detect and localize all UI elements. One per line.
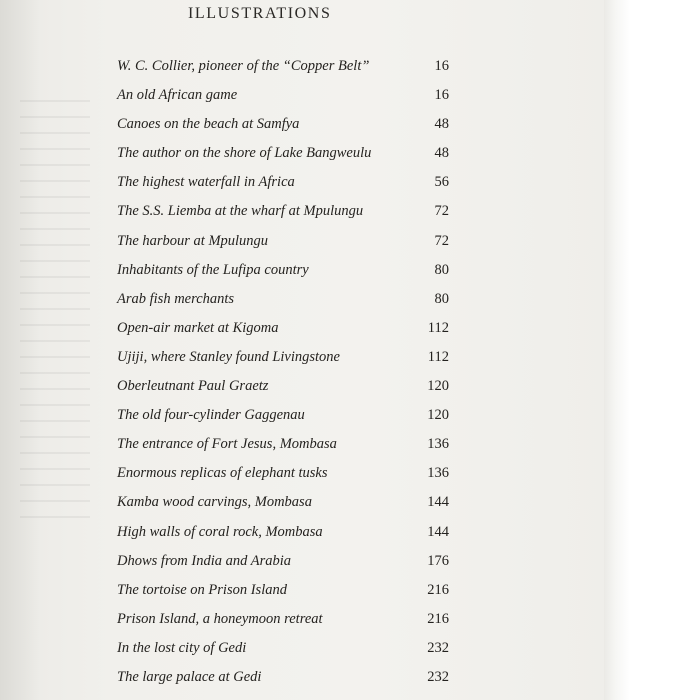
list-item bbox=[0, 494, 612, 523]
page-number: 232 bbox=[427, 668, 449, 685]
illustration-caption: The harbour at Mpulungu bbox=[117, 232, 269, 249]
list-item bbox=[0, 524, 612, 553]
illustration-caption: Oberleutnant Paul Graetz bbox=[117, 378, 269, 395]
list-item bbox=[0, 174, 612, 203]
illustration-caption: The entrance of Fort Jesus, Mombasa bbox=[117, 436, 337, 453]
list-item bbox=[0, 465, 612, 494]
page-number: 136 bbox=[427, 465, 449, 482]
illustration-caption: Ujiji, where Stanley found Livingstone bbox=[117, 348, 340, 365]
list-item bbox=[0, 611, 612, 640]
page-number: 144 bbox=[427, 494, 449, 511]
list-item bbox=[0, 116, 612, 145]
illustration-caption: The author on the shore of Lake Bangweulu bbox=[117, 145, 372, 162]
page-number: 48 bbox=[434, 116, 449, 133]
page-number: 136 bbox=[427, 436, 449, 453]
page-number: 144 bbox=[427, 523, 449, 540]
illustration-caption: Canoes on the beach at Samfya bbox=[117, 116, 300, 133]
illustration-caption: Enormous replicas of elephant tusks bbox=[117, 465, 328, 482]
list-item bbox=[0, 262, 612, 291]
list-item bbox=[0, 378, 612, 407]
page-number: 72 bbox=[434, 203, 449, 220]
illustration-caption: W. C. Collier, pioneer of the “Copper Belt” bbox=[117, 58, 370, 74]
illustration-caption: Inhabitants of the Lufipa country bbox=[117, 261, 309, 278]
page-edge bbox=[604, 0, 630, 700]
list-item bbox=[0, 203, 612, 232]
page-number: 16 bbox=[434, 58, 449, 74]
illustration-caption: Open-air market at Kigoma bbox=[117, 319, 279, 336]
page-number: 232 bbox=[427, 639, 449, 656]
page-number: 176 bbox=[427, 552, 449, 569]
list-item bbox=[0, 407, 612, 436]
page-number: 120 bbox=[427, 407, 449, 424]
illustration-caption: In the lost city of Gedi bbox=[117, 639, 247, 656]
page-number: 16 bbox=[434, 87, 449, 104]
page-number: 216 bbox=[427, 610, 449, 627]
page-title: ILLUSTRATIONS bbox=[188, 5, 332, 22]
list-item bbox=[0, 582, 612, 611]
illustration-caption: Dhows from India and Arabia bbox=[117, 552, 292, 569]
page-number: 120 bbox=[427, 378, 449, 395]
page-number: 48 bbox=[434, 145, 449, 162]
list-item bbox=[0, 58, 612, 87]
list-item bbox=[0, 349, 612, 378]
page-number: 56 bbox=[434, 174, 449, 191]
list-item bbox=[0, 233, 612, 262]
page-number: 80 bbox=[434, 261, 449, 278]
illustration-caption: An old African game bbox=[117, 87, 238, 104]
page-number: 72 bbox=[434, 232, 449, 249]
illustration-caption: High walls of coral rock, Mombasa bbox=[117, 523, 323, 540]
list-item bbox=[0, 553, 612, 582]
illustration-caption: Arab fish merchants bbox=[117, 290, 235, 307]
list-item bbox=[0, 291, 612, 320]
list-item bbox=[0, 145, 612, 174]
list-item bbox=[0, 87, 612, 116]
page-number: 112 bbox=[427, 348, 449, 365]
page-number: 216 bbox=[427, 581, 449, 598]
illustration-caption: The large palace at Gedi bbox=[117, 668, 262, 685]
list-item bbox=[0, 320, 612, 349]
illustration-caption: The tortoise on Prison Island bbox=[117, 581, 287, 598]
illustrations-list bbox=[0, 58, 612, 698]
page-number: 112 bbox=[427, 319, 449, 336]
illustration-caption: Prison Island, a honeymoon retreat bbox=[117, 610, 323, 627]
illustration-caption: Kamba wood carvings, Mombasa bbox=[117, 494, 312, 511]
illustration-caption: The old four-cylinder Gaggenau bbox=[117, 407, 305, 424]
illustration-caption: The S.S. Liemba at the wharf at Mpulungu bbox=[117, 203, 364, 220]
list-item bbox=[0, 640, 612, 669]
list-item bbox=[0, 669, 612, 698]
list-item bbox=[0, 436, 612, 465]
illustration-caption: The highest waterfall in Africa bbox=[117, 174, 295, 191]
page-number: 80 bbox=[434, 290, 449, 307]
